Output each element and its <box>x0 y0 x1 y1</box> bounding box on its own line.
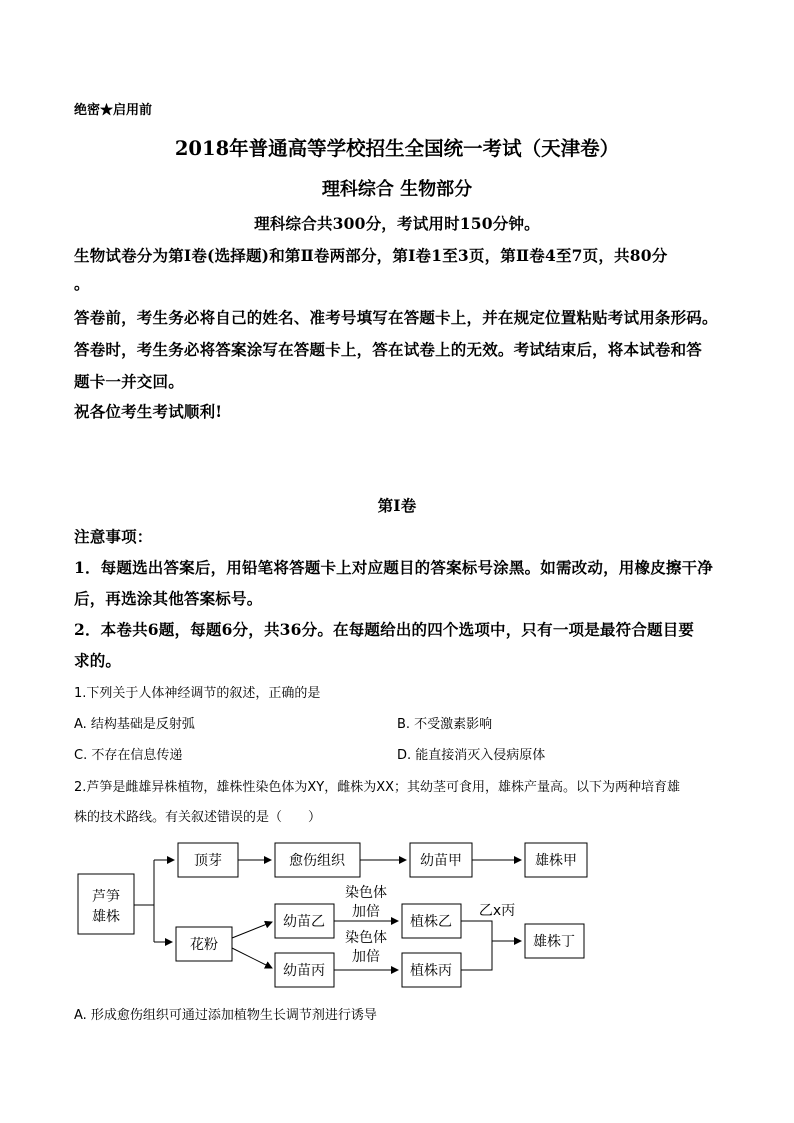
intro-line-1-end: 。 <box>74 274 90 293</box>
question-1-option-a: A. 结构基础是反射弧 <box>74 717 195 732</box>
page-subtitle: 理科综合 生物部分 <box>321 179 473 200</box>
intro-line-3: 答卷时，考生务必将答案涂写在答题卡上，答在试卷上的无效。考试结束后，将本试卷和答 <box>74 340 703 359</box>
label-source-line-2: 雄株 <box>92 909 120 925</box>
notice-2-line-1: 2．本卷共6题，每题6分，共36分。在每题给出的四个选项中，只有一项是最符合题目要 <box>74 620 695 639</box>
label-source-line-1: 芦笋 <box>92 889 120 905</box>
notice-1-line-1: 1．每题选出答案后，用铅笔将答题卡上对应题目的答案标号涂黑。如需改动，用橡皮擦干净 <box>74 558 713 577</box>
notice-title: 注意事项： <box>74 527 153 546</box>
label-seedling-bing: 幼苗丙 <box>283 963 325 979</box>
question-1-option-d: D. 能直接消灭入侵病原体 <box>397 748 546 763</box>
label-plant-yi: 植株乙 <box>410 914 452 930</box>
label-plant-bing: 植株丙 <box>410 963 452 979</box>
label-callus: 愈伤组织 <box>289 853 345 869</box>
intro-line-1: 生物试卷分为第Ⅰ卷(选择题)和第Ⅱ卷两部分，第Ⅰ卷1至3页，第Ⅱ卷4至7页，共80分 <box>74 246 668 265</box>
label-double-bottom-line-1: 染色体 <box>345 930 387 946</box>
notice-1-line-2: 后，再选涂其他答案标号。 <box>74 589 263 608</box>
total-info: 理科综合共300分，考试用时150分钟。 <box>254 214 540 233</box>
question-2-stem-line-1: 2.芦笋是雌雄异株植物，雄株性染色体为XY，雌株为XX；其幼茎可食用，雄株产量高。以下为两种培育雄 <box>74 780 681 795</box>
question-1-stem: 1.下列关于人体神经调节的叙述，正确的是 <box>74 686 321 701</box>
question-2-option-a: A. 形成愈伤组织可通过添加植物生长调节剂进行诱导 <box>74 1008 377 1023</box>
label-bud: 顶芽 <box>194 853 222 869</box>
label-double-top-line-2: 加倍 <box>352 904 380 920</box>
question-1-option-c: C. 不存在信息传递 <box>74 748 183 763</box>
label-pollen: 花粉 <box>190 937 218 953</box>
label-double-top-line-1: 染色体 <box>345 885 387 901</box>
question-2-stem-line-2: 株的技术路线。有关叙述错误的是（ ） <box>74 810 322 825</box>
notice-2-line-2: 求的。 <box>74 651 122 670</box>
label-seedling-jia: 幼苗甲 <box>420 853 462 869</box>
label-male-ding: 雄株丁 <box>533 934 575 950</box>
question-1-option-b: B. 不受激素影响 <box>397 717 493 732</box>
page-title: 2018年普通高等学校招生全国统一考试（天津卷） <box>174 137 620 160</box>
label-seedling-yi: 幼苗乙 <box>283 914 325 930</box>
intro-line-5: 祝各位考生考试顺利! <box>74 402 223 421</box>
intro-line-2: 答卷前，考生务必将自己的姓名、准考号填写在答题卡上，并在规定位置粘贴考试用条形码。 <box>74 308 718 327</box>
section-title: 第Ⅰ卷 <box>377 496 417 515</box>
secret-mark: 绝密★启用前 <box>74 103 153 118</box>
label-cross: 乙x丙 <box>478 903 516 919</box>
label-male-jia: 雄株甲 <box>535 853 577 869</box>
intro-line-4: 题卡一并交回。 <box>74 372 184 391</box>
label-double-bottom-line-2: 加倍 <box>352 949 380 965</box>
